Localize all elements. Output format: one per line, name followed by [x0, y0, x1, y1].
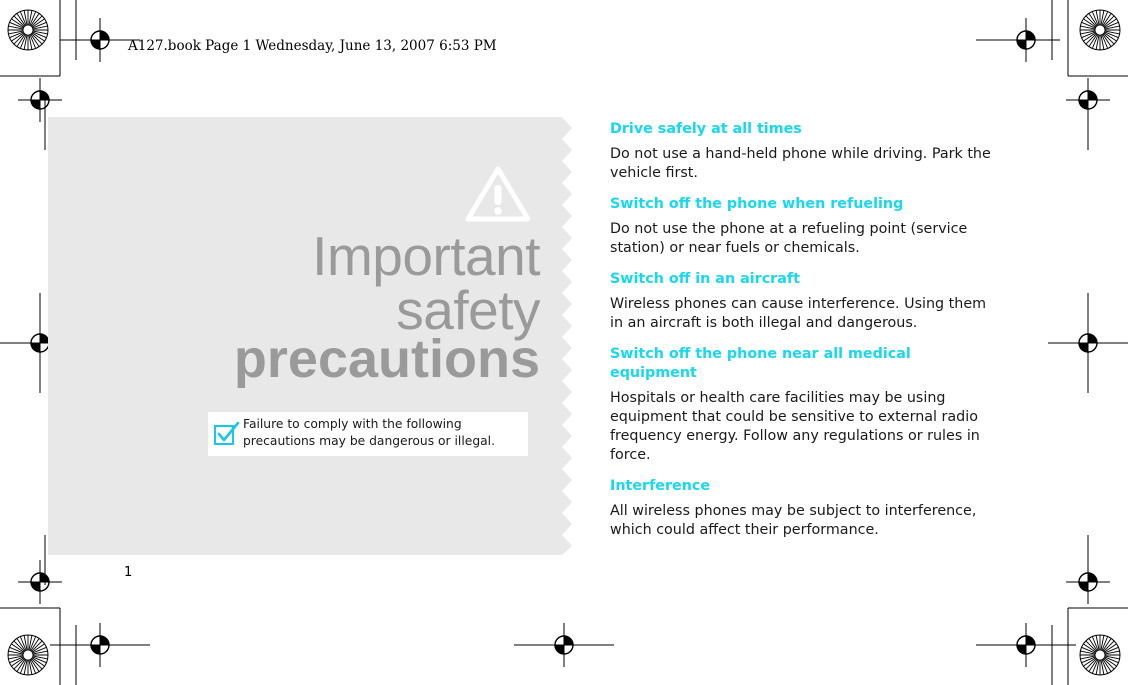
section-medical-equipment — [610, 345, 994, 465]
checkbox-check-icon — [214, 422, 240, 446]
section-interference — [610, 477, 994, 540]
section-body: Do not use a hand-held phone while driving. Park the vehicle first. — [610, 146, 991, 181]
section-body: All wireless phones may be subject to interference, which could affect their performance. — [610, 503, 977, 538]
section-refueling — [610, 195, 994, 258]
section-heading: Switch off the phone when refueling — [610, 196, 904, 212]
section-drive-safely — [610, 120, 994, 183]
section-heading: Drive safely at all times — [610, 121, 802, 137]
section-heading: Switch off in an aircraft — [610, 271, 800, 287]
title-line-precautions: precautions — [233, 329, 540, 389]
section-aircraft — [610, 270, 994, 333]
warning-note-text: Failure to comply with the following precautions may be dangerous or illegal. — [243, 417, 495, 448]
warning-icon — [464, 165, 532, 223]
section-body: Do not use the phone at a refueling point (service station) or near fuels or chemicals. — [610, 221, 968, 256]
warning-note — [208, 412, 528, 456]
title-line-safety: safety — [396, 279, 540, 341]
section-body: Wireless phones can cause interference. Using them in an aircraft is both illegal and dangerous. — [610, 296, 987, 331]
section-body: Hospitals or health care facilities may be using equipment that could be sensitive to external radio frequency energy. Follow any regulations or rules in force. — [610, 390, 980, 463]
section-heading: Interference — [610, 478, 711, 494]
title-line-important: Important — [312, 225, 540, 287]
page-number: 1 — [124, 565, 133, 580]
print-header: A127.book Page 1 Wednesday, June 13, 2007 6:53 PM — [128, 38, 497, 54]
section-heading: Switch off the phone near all medical equipment — [610, 346, 911, 381]
safety-sections — [610, 120, 994, 552]
